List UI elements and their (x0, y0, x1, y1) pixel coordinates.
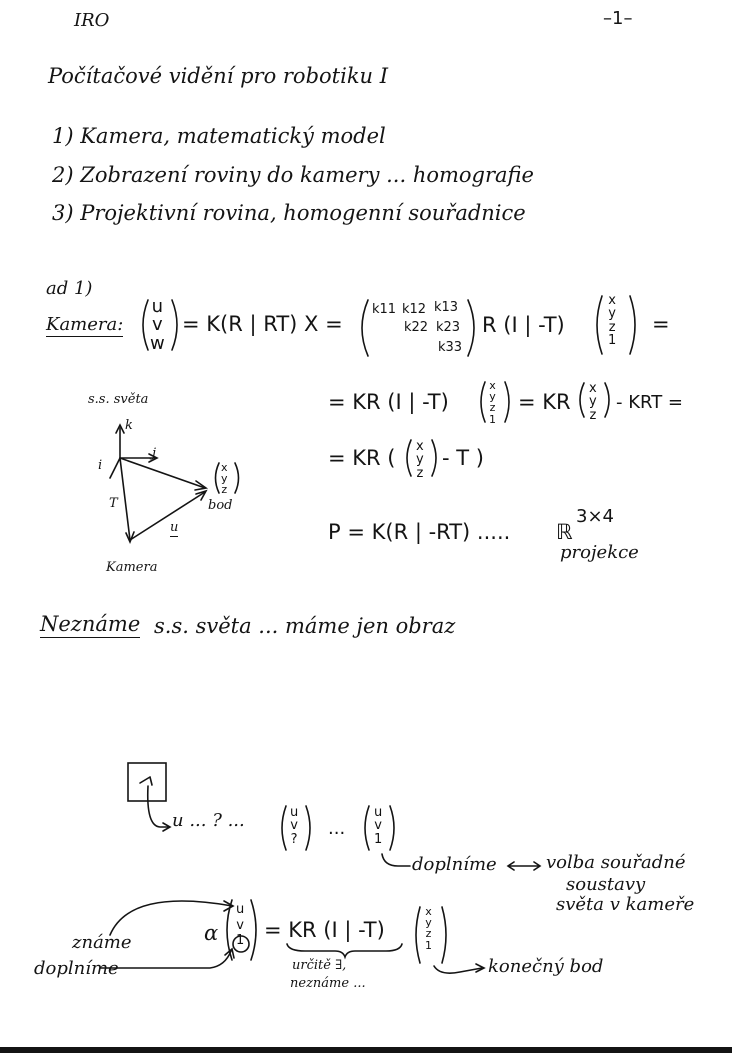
paren-rhs-left (416, 907, 420, 963)
paren-eq3-left (407, 440, 411, 476)
to-konecny-arrow (434, 966, 482, 973)
section-ad1: ad 1) (46, 278, 93, 299)
vec-alpha-u: u (236, 902, 245, 917)
bottom-dots: ... (328, 818, 346, 839)
paren-right-uvw (172, 300, 177, 350)
paren-eq2-v1-left (481, 382, 485, 422)
eq2-v1-one: 1 (489, 412, 496, 426)
k11: k11 (372, 302, 397, 317)
k22: k22 (404, 320, 429, 335)
vector-uv1 (374, 806, 382, 846)
eq2-vector-2 (589, 382, 597, 422)
point-vector (221, 462, 228, 496)
outline-item-3: 3) Projektivní rovina, homogenní souřadnice (52, 201, 526, 225)
unknown-rest: s.s. světa ... máme jen obraz (154, 614, 456, 638)
eq2-v1-z: z (489, 401, 496, 415)
paren-alpha-right (251, 900, 256, 960)
eq1-middle: = K(R | RT) X = (182, 312, 343, 336)
unknown-word: Neznáme (40, 612, 141, 636)
paren-eq2-v1-right (505, 382, 509, 422)
eq4-dims: 3×4 (576, 506, 614, 527)
paren-left-uvw (143, 300, 148, 350)
vector-alpha (236, 902, 244, 949)
double-arrow (508, 862, 540, 870)
choice-note-1: volba souřadné (546, 852, 686, 873)
vec-q-unknown: ? (290, 831, 298, 847)
underbrace (287, 944, 402, 957)
vec-1-one: 1 (374, 831, 383, 847)
eq2-v2-y: y (589, 394, 597, 410)
eq3-v-y: y (416, 452, 424, 468)
eq3-lead: = KR ( (328, 446, 396, 470)
eq3-vector (416, 440, 424, 480)
eq2-lead: = KR (I | -T) (328, 390, 449, 414)
kamera-label: Kamera: (46, 314, 124, 335)
fill-in-label: doplníme (34, 958, 119, 979)
k12: k12 (402, 302, 427, 317)
t-label: T (109, 496, 118, 511)
vec-xyz1-y: y (608, 306, 616, 322)
paren-right-k (468, 300, 474, 356)
eq2-tail: - KRT = (616, 392, 684, 413)
eq2-v2-z: z (589, 407, 597, 423)
vec-q-u: u (290, 805, 299, 820)
u-row-text: u ... ? ... (172, 810, 245, 831)
eq4-space: ℝ (556, 520, 573, 544)
k23: k23 (436, 320, 461, 335)
known-label: známe (72, 932, 132, 953)
paren-point-left (216, 463, 220, 493)
eq3-v-z: z (416, 465, 424, 481)
image-point-mark (140, 777, 152, 785)
page-title: Počítačové vidění pro robotiku I (48, 64, 389, 88)
vector-uvw (150, 298, 165, 353)
paren-left-k (362, 300, 368, 356)
outline-item-1: 1) Kamera, matematický model (52, 124, 386, 148)
paren-vec-q-right (306, 806, 310, 850)
eq4-lhs: P = K(R | -RT) ..... (328, 520, 511, 544)
eq3-tail: - T ) (442, 446, 484, 470)
vec-rhs-one: 1 (425, 938, 432, 952)
eq2-mid: = KR (518, 390, 571, 414)
eq4-note: projekce (560, 542, 639, 563)
paren-vec-1-left (365, 806, 369, 850)
axis-i-line (110, 458, 120, 478)
paren-vec-1-right (390, 806, 394, 850)
vector-rhs (425, 906, 432, 951)
vector-xyz1 (608, 294, 616, 347)
vec-1-v: v (374, 818, 382, 834)
vec-rhs-x: x (425, 905, 432, 918)
vec-alpha-one: 1 (236, 933, 245, 949)
paren-eq3-right (432, 440, 436, 476)
vec-rhs-y: y (425, 916, 432, 930)
eq3-v-x: x (416, 439, 424, 454)
page-number: –1– (603, 8, 633, 29)
vec-xyz1-z: z (608, 319, 616, 335)
paren-left-xyz1 (597, 296, 602, 354)
paren-eq2-v2-right (605, 383, 609, 417)
point-label: bod (208, 498, 233, 513)
axis-j-label: j (152, 446, 157, 461)
image-to-u-arrow (148, 786, 168, 827)
vector-t-line (120, 458, 130, 540)
world-cs-label: s.s. světa (88, 392, 149, 407)
axis-i-label: i (98, 458, 103, 473)
vec-alpha-v: v (236, 917, 244, 933)
page-bottom-bar (0, 1047, 732, 1053)
point-vec-x: x (221, 461, 228, 474)
vec-q-v: v (290, 818, 298, 834)
vec-uvw-w: w (150, 332, 165, 354)
eq2-v1-x: x (489, 379, 496, 392)
eq2-v1-y: y (489, 390, 496, 404)
alpha-symbol: α (204, 921, 219, 945)
vector-u-line (130, 492, 205, 540)
paren-right-xyz1 (630, 296, 635, 354)
vector-uv-question (290, 806, 298, 846)
paren-point-right (235, 463, 239, 493)
paren-eq2-v2-left (580, 383, 584, 417)
k33: k33 (438, 340, 463, 355)
camera-label: Kamera (106, 560, 158, 575)
axis-k-label: k (125, 418, 133, 433)
vec-uvw-v: v (152, 314, 163, 336)
vec-rhs-z: z (425, 927, 432, 941)
eq2-v2-x: x (589, 381, 597, 396)
k13: k13 (434, 300, 459, 315)
vec1-to-note-arrow (382, 854, 410, 866)
vec-xyz1-x: x (608, 293, 616, 308)
vec-uvw-u: u (151, 296, 164, 317)
doplnime-arrow (100, 951, 231, 968)
brace-note-2: neznáme ... (290, 976, 366, 991)
final-point-label: konečný bod (488, 956, 604, 977)
header-course: IRO (74, 10, 110, 31)
outline-item-2: 2) Zobrazení roviny do kamery ... homografie (52, 163, 534, 187)
brace-note-1: určitě ∃, (292, 958, 347, 973)
point-vec-y: y (221, 472, 228, 486)
eq2-vector-1 (489, 380, 496, 425)
point-vec-z: z (221, 483, 228, 497)
paren-vec-q-left (282, 806, 286, 850)
u-label: u (170, 520, 179, 535)
doplnime-note: doplníme (412, 854, 497, 875)
bottom-rhs: = KR (I | -T) (264, 918, 385, 942)
choice-note-3: světa v kameře (556, 894, 695, 915)
vec-xyz1-one: 1 (608, 332, 617, 348)
paren-rhs-right (442, 907, 446, 963)
eq1-r-part: R (I | -T) (482, 313, 565, 337)
origin-to-point-line (120, 458, 205, 488)
choice-note-2: soustavy (566, 874, 646, 895)
eq1-end: = (652, 312, 670, 336)
vec-1-u: u (374, 805, 383, 820)
